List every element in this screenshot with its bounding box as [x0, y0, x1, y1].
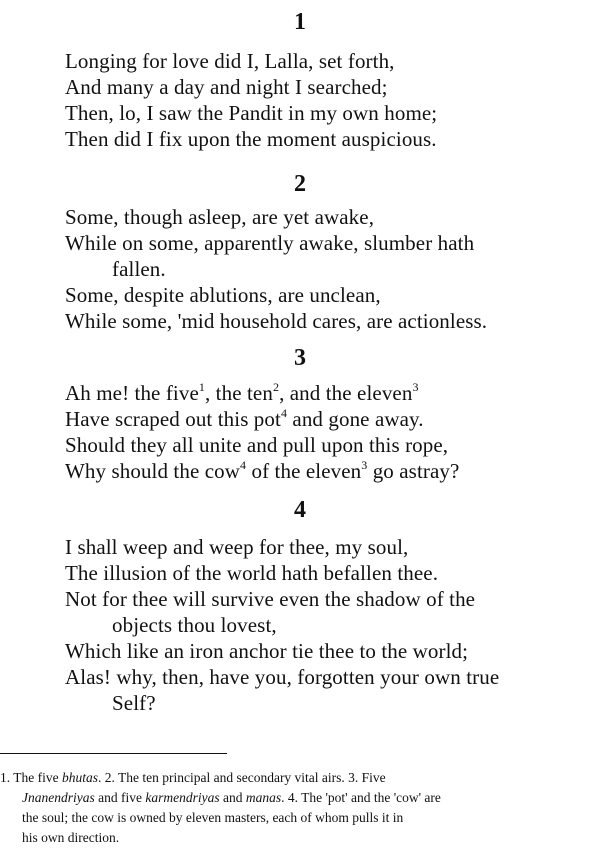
verse-line: Longing for love did I, Lalla, set forth, [65, 49, 395, 73]
verse-line: Which like an iron anchor tie thee to the world; [65, 639, 469, 663]
footnote-ref: 3 [361, 458, 368, 472]
verse-line-continuation: objects thou lovest, [112, 613, 277, 637]
verse-line: Alas! why, then, have you, forgotten your own true [65, 665, 500, 689]
footnote-ref: 4 [280, 406, 288, 420]
verse-line: Not for thee will survive even the shadow of the [65, 587, 476, 611]
verse-line: Then, lo, I saw the Pandit in my own home; [65, 101, 438, 125]
verse-line: Then did I fix upon the moment auspicious. [65, 127, 437, 151]
footnote-rule [0, 753, 227, 754]
verse-line: The illusion of the world hath befallen thee. [65, 561, 439, 585]
verse-line: Have scraped out this pot$^4$ and gone away. [65, 406, 424, 431]
verse-number: 1 [294, 9, 306, 35]
verse-line: I shall weep and weep for thee, my soul, [65, 535, 409, 559]
verse-line: Some, though asleep, are yet awake, [65, 205, 375, 229]
footnote-line: Jnanendriyas and five karmendriyas and manas. 4. The 'pot' and the 'cow' are [22, 790, 441, 805]
verse-number: 4 [294, 497, 306, 523]
verse-line-continuation: fallen. [112, 257, 166, 281]
footnote-ref: 1 [198, 380, 205, 394]
verse-line: While some, 'mid household cares, are actionless. [65, 309, 488, 333]
verse-number: 2 [294, 171, 306, 197]
verse-line: Should they all unite and pull upon this rope, [65, 433, 449, 457]
verse-line-continuation: Self? [112, 691, 156, 715]
verse-line: Why should the cow$^4$ of the eleven$^3$ go astray? [65, 458, 460, 483]
footnote-ref: 4 [240, 458, 247, 472]
footnote-line: his own direction. [22, 830, 120, 845]
verse-line: While on some, apparently awake, slumber hath [65, 231, 475, 255]
verse-line: And many a day and night I searched; [65, 75, 388, 99]
verse-line: Some, despite ablutions, are unclean, [65, 283, 381, 307]
footnote-line: the soul; the cow is owned by eleven masters, each of whom pulls it in [22, 810, 404, 825]
footnote-ref: 2 [272, 380, 280, 394]
footnote-line: 1. The five bhutas. 2. The ten principal and secondary vital airs. 3. Five [0, 770, 386, 785]
verse-line: Ah me! the five$^1$, the ten$^2$, and the eleven$^3$ [65, 380, 419, 405]
footnote-ref: 3 [412, 380, 419, 394]
verse-number: 3 [294, 345, 306, 371]
